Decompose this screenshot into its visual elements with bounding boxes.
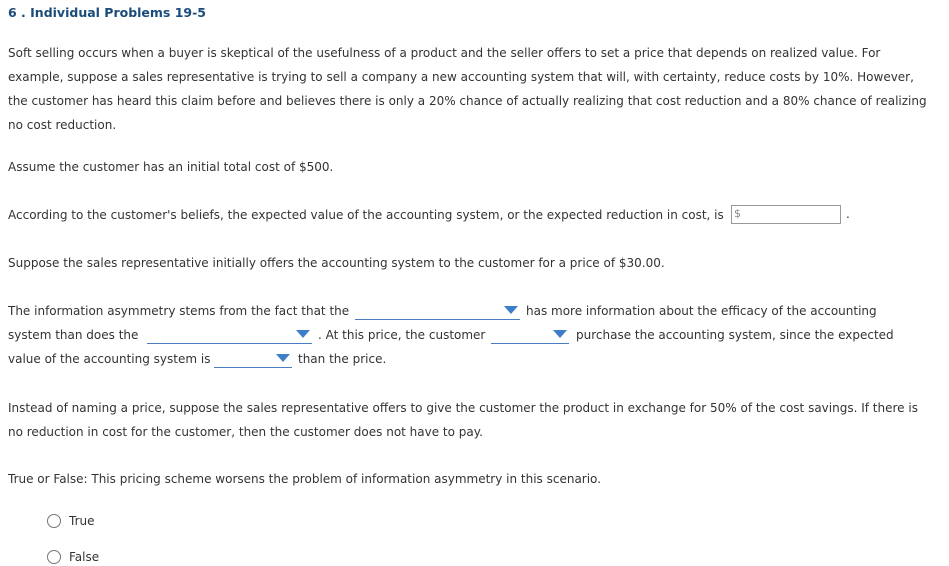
asym-text-5: purchase the accounting system, since the expected — [576, 328, 894, 342]
chevron-down-icon — [504, 306, 518, 314]
chevron-down-icon — [296, 330, 310, 338]
dropdown-informed-party[interactable] — [355, 302, 520, 320]
intro-paragraph: Soft selling occurs when a buyer is skeptical of the usefulness of a product and the seller offers to set a price that depends on realized value. For example, suppose a sales representative is trying to sell a company a new accounting system that will, with certainty, reduce costs by 10%. However, the customer has heard this claim before and believes there is only a 20% chance of actually realizing that cost reduction and a 80% chance of realizing no cost reduction. — [8, 46, 927, 132]
asym-text-2: has more information about the efficacy of the accounting — [526, 304, 877, 318]
dropdown-will-purchase[interactable] — [491, 326, 569, 344]
asym-text-3: system than does the — [8, 328, 139, 342]
chevron-down-icon — [276, 354, 290, 362]
expected-value-input[interactable] — [744, 207, 838, 222]
expected-value-question: According to the customer's beliefs, the expected value of the accounting system, or the expected reduction in cost, is — [8, 208, 724, 222]
instead-paragraph: Instead of naming a price, suppose the sales representative offers to give the customer the product in exchange for 50% of the cost savings. If there is no reduction in cost for the customer, then the customer does not have to pay. — [8, 401, 918, 439]
assume-text: Assume the customer has an initial total cost of $500. — [8, 160, 334, 174]
asym-text-1: The information asymmetry stems from the fact that the — [8, 304, 350, 318]
radio-true[interactable] — [47, 514, 61, 528]
dropdown-comparison[interactable] — [214, 350, 292, 368]
dollar-sign: $ — [734, 207, 741, 220]
period-text: . — [846, 207, 850, 221]
problem-title: 6 . Individual Problems 19-5 — [8, 5, 207, 20]
radio-false[interactable] — [47, 550, 61, 564]
dropdown-less-informed-party[interactable] — [147, 326, 312, 344]
chevron-down-icon — [553, 330, 567, 338]
expected-value-input-box[interactable] — [731, 205, 841, 224]
radio-false-label[interactable]: False — [69, 550, 100, 564]
asym-text-6: value of the accounting system is — [8, 352, 211, 366]
asym-text-4: . At this price, the customer — [318, 328, 486, 342]
suppose-price-text: Suppose the sales representative initially offers the accounting system to the customer for a price of $30.00. — [8, 256, 665, 270]
true-false-question: True or False: This pricing scheme worsens the problem of information asymmetry in this scenario. — [8, 472, 602, 486]
radio-true-label[interactable]: True — [69, 514, 95, 528]
asym-text-7: than the price. — [298, 352, 387, 366]
